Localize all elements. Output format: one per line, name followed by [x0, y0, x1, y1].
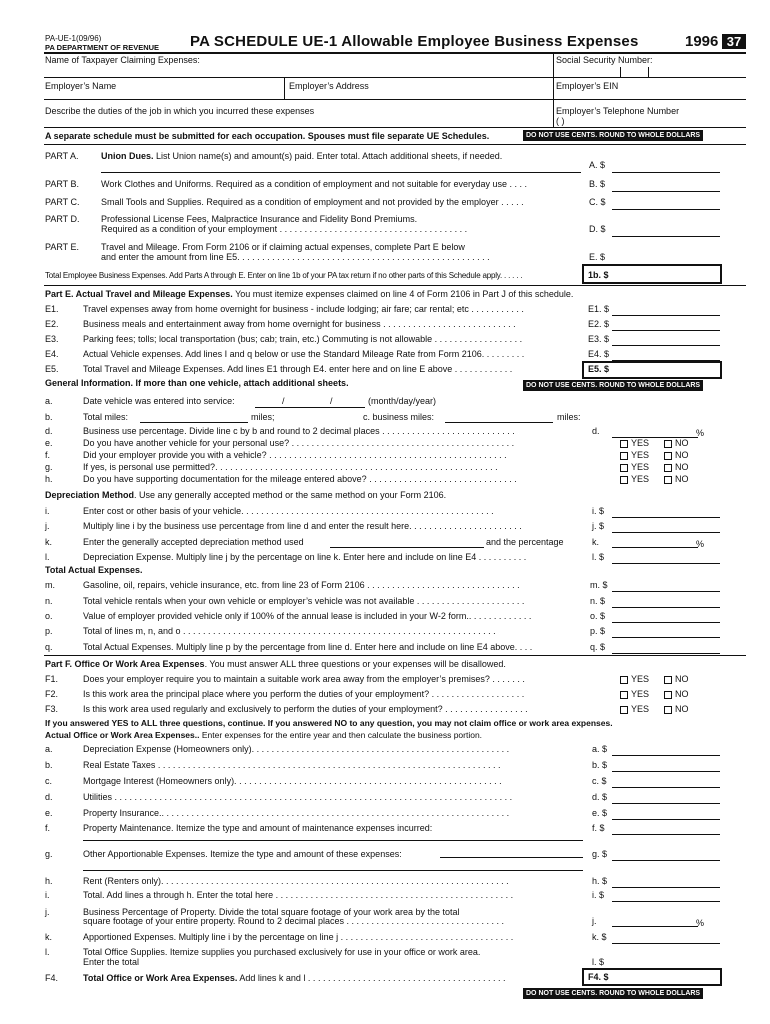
line-j-text: Multiply line i by the business use percentage from line d and enter the result here. . . . . . . . . . . . . . . . . . . . . . . [83, 521, 522, 531]
office-line-ref: c. $ [592, 776, 607, 786]
office-line-k-amount-field[interactable] [612, 943, 720, 944]
part-e-line-amount-field[interactable] [612, 345, 720, 346]
yes-checkbox[interactable] [620, 450, 649, 460]
no-checkbox[interactable] [664, 674, 689, 684]
part-b-ref: B. $ [589, 179, 606, 189]
office-line-text: Mortgage Interest (Homeowners only). . . . . . . . . . . . . . . . . . . . . . . . . . . . . . . . . . . . . . . . . . . . . . . . . . . . . . [83, 776, 502, 786]
office-line-code: d. [45, 792, 53, 802]
no-label: NO [675, 704, 689, 714]
service-date-field[interactable] [255, 407, 365, 408]
sequence-number: 37 [722, 34, 746, 49]
checkbox-icon [620, 676, 628, 684]
yes-checkbox[interactable] [620, 674, 649, 684]
part-c-text: Small Tools and Supplies. Required as a condition of employment and not provided by the employer . . . . . [101, 197, 524, 207]
part-e-line-text: Business meals and entertainment away from home overnight for business . . . . . . . . . . . . . . . . . . . . . . . . . . . [83, 319, 516, 329]
general-question-code: g. [45, 462, 53, 472]
checkbox-icon [664, 691, 672, 699]
part-b-amount-field[interactable] [612, 191, 720, 192]
line-a-text: Date vehicle was entered into service: [83, 396, 235, 406]
line-k-text: Enter the generally accepted depreciation method used [83, 537, 304, 547]
part-c-amount-field[interactable] [612, 209, 720, 210]
office-line-text: Rent (Renters only). . . . . . . . . . . . . . . . . . . . . . . . . . . . . . . . . . . . . . . . . . . . . . . . . . . . . . . . . . . . . . . . . . . . . . [83, 876, 509, 886]
office-line-amount-field[interactable] [612, 834, 720, 835]
line-l-text: Depreciation Expense. Multiply line j by the percentage on line k. Enter here and include on line E4 . . . . . . . . . . [83, 552, 527, 562]
office-line-amount-field[interactable] [612, 787, 720, 788]
line-l-ref: l. $ [592, 552, 605, 562]
office-line-text: Other Apportionable Expenses. Itemize the type and amount of these expenses: [83, 849, 402, 859]
office-line-l-text: Total Office Supplies. Itemize supplies you purchased exclusively for use in your office or work area. [83, 947, 481, 957]
checkbox-icon [620, 476, 628, 484]
part-e-line-ref: E2. $ [588, 319, 610, 329]
depreciation-heading [45, 490, 446, 500]
no-label: NO [675, 689, 689, 699]
line-i-ref: i. $ [592, 506, 605, 516]
office-line-l-ref: l. $ [592, 957, 605, 967]
checkbox-icon [620, 691, 628, 699]
office-line-ref: g. $ [592, 849, 608, 859]
no-label: NO [675, 474, 689, 484]
general-question-code: h. [45, 474, 53, 484]
office-instruction-2-desc: Enter expenses for the entire year and then calculate the business portion. [199, 730, 483, 740]
yes-label: YES [631, 674, 650, 684]
dnu-banner-mid: DO NOT USE CENTS. ROUND TO WHOLE DOLLARS [523, 380, 703, 391]
total-expenses-text: Total Employee Business Expenses. Add Parts A through E. Enter on line 1b of your PA tax return if no other parts of this Schedule apply. . . . . . [45, 271, 523, 280]
f4-code: F4. [45, 973, 59, 983]
office-line-code: i. [45, 890, 50, 900]
ssn-label: Social Security Number: [556, 55, 653, 65]
actual-line-text: Value of employer provided vehicle only if 100% of the annual lease is included in your W-2 form.. . . . . . . . . . . . . [83, 611, 532, 621]
line-k-pct-field[interactable] [612, 547, 698, 548]
date-sep-2: / [330, 396, 333, 406]
part-e-ref: E. $ [589, 252, 606, 262]
employer-phone-label: Employer’s Telephone Number [556, 106, 680, 116]
yes-label: YES [631, 704, 650, 714]
general-question-text: If yes, is personal use permitted?. . . . . . . . . . . . . . . . . . . . . . . . . . . . . . . . . . . . . . . . . . . . . . . . . . . . . . . . . [83, 462, 498, 472]
no-label: NO [675, 674, 689, 684]
part-e-line-amount-field[interactable] [612, 330, 720, 331]
part-a-title: Union Dues. [101, 151, 154, 161]
actual-line-amount-field[interactable] [612, 622, 720, 623]
office-line-j-pct: % [696, 918, 705, 928]
part-a-ref: A. $ [589, 160, 606, 170]
part-f-heading-desc: . You must answer ALL three questions or your expenses will be disallowed. [204, 659, 506, 669]
actual-expenses-heading: Total Actual Expenses. [45, 565, 143, 575]
part-e-line-code: E3. [45, 334, 59, 344]
office-line-text: Property Maintenance. Itemize the type and amount of maintenance expenses incurred: [83, 823, 433, 833]
office-line-amount-field[interactable] [612, 803, 720, 804]
actual-line-amount-field[interactable] [612, 637, 720, 638]
checkbox-icon [664, 464, 672, 472]
office-line-text: Total. Add lines a through h. Enter the total here . . . . . . . . . . . . . . . . . . . . . . . . . . . . . . . . . . . . . . . . . . . . . . . . [83, 890, 514, 900]
part-c-ref: C. $ [589, 197, 606, 207]
dnu-banner-bottom: DO NOT USE CENTS. ROUND TO WHOLE DOLLARS [523, 988, 703, 999]
miles-unit-1: miles; [251, 412, 275, 422]
part-e-line-text: Actual Vehicle expenses. Add lines I and q below or use the Standard Mileage Rate from Form 2106. . . . . . . . . [83, 349, 525, 359]
part-d-text2: Required as a condition of your employment . . . . . . . . . . . . . . . . . . . . . . . . . . . . . . . . . . . . . . [101, 224, 468, 234]
form-code: PA-UE-1(09/96) [45, 34, 102, 43]
employer-phone-paren: ( ) [556, 116, 565, 126]
line-i-text: Enter cost or other basis of your vehicle. . . . . . . . . . . . . . . . . . . . . . . . . . . . . . . . . . . . . . . . . . . . . . . . . . . [83, 506, 494, 516]
business-miles-field[interactable] [445, 422, 553, 423]
part-e-line-code: E5. [45, 364, 59, 374]
other-expenses-itemize-line[interactable] [440, 857, 583, 858]
no-checkbox[interactable] [664, 462, 689, 472]
office-line-j-ref: j. [592, 916, 597, 926]
actual-line-code: p. [45, 626, 53, 636]
office-line-code: g. [45, 849, 53, 859]
part-a-code: PART A. [45, 151, 79, 161]
employer-ein-label: Employer’s EIN [556, 81, 619, 91]
duties-label: Describe the duties of the job in which you incurred these expenses [45, 106, 315, 116]
actual-line-text: Total Actual Expenses. Multiply line p by the percentage from line d. Enter here and include on line E4 above. . . . [83, 642, 533, 652]
actual-line-code: q. [45, 642, 53, 652]
part-e-heading-title: Part E. Actual Travel and Mileage Expenses. [45, 289, 233, 299]
line-d-code: d. [45, 426, 53, 436]
general-question-text: Do you have another vehicle for your personal use? . . . . . . . . . . . . . . . . . . . . . . . . . . . . . . . . . . . . . . . . . . . . . [83, 438, 515, 448]
no-checkbox[interactable] [664, 438, 689, 448]
part-b-text: Work Clothes and Uniforms. Required as a condition of employment and not suitable for everyday use . . . . [101, 179, 528, 189]
checkbox-icon [664, 452, 672, 460]
actual-line-ref: o. $ [590, 611, 606, 621]
checkbox-icon [620, 706, 628, 714]
yes-label: YES [631, 450, 650, 460]
general-info-heading: General Information. If more than one vehicle, attach additional sheets. [45, 378, 349, 388]
checkbox-icon [620, 440, 628, 448]
office-line-amount-field[interactable] [612, 887, 720, 888]
office-line-l-code: l. [45, 947, 50, 957]
total-miles-field[interactable] [140, 422, 248, 423]
part-a-amount-field[interactable] [612, 172, 720, 173]
business-miles-label: c. business miles: [363, 412, 435, 422]
actual-line-ref: n. $ [590, 596, 606, 606]
part-e-line-ref: E1. $ [588, 304, 610, 314]
office-line-ref: i. $ [592, 890, 605, 900]
part-e-line-ref: E4. $ [588, 349, 610, 359]
form-title: PA SCHEDULE UE-1 Allowable Employee Business Expenses [190, 33, 639, 50]
department-name: PA DEPARTMENT OF REVENUE [45, 43, 160, 52]
line-b-code: b. [45, 412, 53, 422]
part-f-heading-title: Part F. Office Or Work Area Expenses [45, 659, 205, 669]
office-line-text: Property Insurance.. . . . . . . . . . . . . . . . . . . . . . . . . . . . . . . . . . . . . . . . . . . . . . . . . . . . . . . . . . . . . . . . . . . . . . [83, 808, 510, 818]
part-e-heading-desc: You must itemize expenses claimed on line 4 of Form 2106 in Part J of this schedule. [232, 289, 574, 299]
taxpayer-name-label: Name of Taxpayer Claiming Expenses: [45, 55, 200, 65]
line-i-amount-field[interactable] [612, 517, 720, 518]
part-f-question-code: F1. [45, 674, 59, 684]
general-question-code: f. [45, 450, 51, 460]
part-f-heading [45, 659, 506, 669]
actual-line-ref: q. $ [590, 642, 606, 652]
office-line-code: e. [45, 808, 53, 818]
office-instruction-2 [45, 730, 482, 740]
office-line-k-ref: k. $ [592, 932, 607, 942]
part-a-text [101, 151, 502, 161]
yes-label: YES [631, 689, 650, 699]
line-d-ref: d. [592, 426, 600, 436]
part-f-question-code: F2. [45, 689, 59, 699]
actual-line-text: Total vehicle rentals when your own vehicle or employer’s vehicle was not available . . . . . . . . . . . . . . . . . . . . . . [83, 596, 525, 606]
office-line-code: f. [45, 823, 51, 833]
part-e-line-code: E2. [45, 319, 59, 329]
actual-line-ref: p. $ [590, 626, 606, 636]
yes-checkbox[interactable] [620, 438, 649, 448]
line-a-code: a. [45, 396, 53, 406]
line-k-text2: and the percentage [486, 537, 564, 547]
office-line-j-text: Business Percentage of Property. Divide the total square footage of your work area by the total [83, 907, 460, 917]
part-d-text: Professional License Fees, Malpractice Insurance and Fidelity Bond Premiums. [101, 214, 418, 224]
line-j-code: j. [45, 521, 50, 531]
miles-unit-2: miles: [557, 412, 581, 422]
line-e5-box[interactable] [582, 361, 722, 379]
office-pct-field[interactable] [612, 926, 698, 927]
part-d-code: PART D. [45, 214, 80, 224]
f4-text [83, 973, 505, 983]
office-line-ref: f. $ [592, 823, 605, 833]
no-checkbox[interactable] [664, 474, 689, 484]
no-checkbox[interactable] [664, 450, 689, 460]
part-e-line-ref: E5. $ [588, 364, 610, 374]
no-label: NO [675, 450, 689, 460]
office-instruction-2-title: Actual Office or Work Area Expenses.. [45, 730, 200, 740]
actual-line-amount-field[interactable] [612, 653, 720, 654]
part-e-heading [45, 289, 573, 299]
part-d-amount-field[interactable] [612, 236, 720, 237]
actual-line-code: m. [45, 580, 55, 590]
tax-year: 1996 [685, 33, 719, 50]
part-e-line-text: Total Travel and Mileage Expenses. Add lines E1 through E4. enter here and on line E above . . . . . . . . . . . . [83, 364, 513, 374]
yes-label: YES [631, 438, 650, 448]
part-d-ref: D. $ [589, 224, 606, 234]
line-1b-ref: 1b. $ [588, 270, 609, 280]
f4-title: Total Office or Work Area Expenses. [83, 973, 238, 983]
office-line-text: Utilities . . . . . . . . . . . . . . . . . . . . . . . . . . . . . . . . . . . . . . . . . . . . . . . . . . . . . . . . . . . . . . . . . . . . . . . . . . . . . . . . [83, 792, 513, 802]
office-instruction-1: If you answered YES to ALL three questions, continue. If you answered NO to any question, you may not claim office or work area expenses. [45, 718, 613, 728]
line-l-code: l. [45, 552, 50, 562]
checkbox-icon [664, 676, 672, 684]
general-question-code: e. [45, 438, 53, 448]
actual-line-ref: m. $ [590, 580, 608, 590]
line-k-pct: % [696, 539, 705, 549]
actual-line-amount-field[interactable] [612, 607, 720, 608]
separate-schedule-notice: A separate schedule must be submitted for each occupation. Spouses must file separate UE Schedules. [45, 131, 490, 141]
yes-checkbox[interactable] [620, 474, 649, 484]
f4-desc: Add lines k and l . . . . . . . . . . . . . . . . . . . . . . . . . . . . . . . . . . . . . . . . [237, 973, 506, 983]
actual-line-text: Gasoline, oil, repairs, vehicle insurance, etc. from line 23 of Form 2106 . . . . . . . . . . . . . . . . . . . . . . . . . . . . . . . [83, 580, 520, 590]
union-name-line[interactable] [101, 172, 581, 173]
office-line-amount-field[interactable] [612, 771, 720, 772]
actual-line-code: n. [45, 596, 53, 606]
line-b-text: Total miles: [83, 412, 129, 422]
yes-checkbox[interactable] [620, 689, 649, 699]
part-e-text2: and enter the amount from line E5. . . . . . . . . . . . . . . . . . . . . . . . . . . . . . . . . . . . . . . . . . . . . . . . . . . [101, 252, 490, 262]
no-label: NO [675, 462, 689, 472]
office-line-code: c. [45, 776, 53, 786]
checkbox-icon [664, 706, 672, 714]
checkbox-icon [620, 452, 628, 460]
office-line-code: h. [45, 876, 53, 886]
line-j-amount-field[interactable] [612, 532, 720, 533]
depreciation-heading-title: Depreciation Method [45, 490, 135, 500]
yes-checkbox[interactable] [620, 462, 649, 472]
checkbox-icon [664, 440, 672, 448]
checkbox-icon [620, 464, 628, 472]
part-f-question-code: F3. [45, 704, 59, 714]
actual-line-text: Total of lines m, n, and o . . . . . . . . . . . . . . . . . . . . . . . . . . . . . . . . . . . . . . . . . . . . . . . . . . . . . . . . . . . . . . . [83, 626, 496, 636]
office-line-code: b. [45, 760, 53, 770]
part-e-line-code: E1. [45, 304, 59, 314]
office-line-k-code: k. [45, 932, 53, 942]
part-e-line-ref: E3. $ [588, 334, 610, 344]
part-f-question-text: Is this work area the principal place where you perform the duties of your employment? . . . . . . . . . . . . . . . . . . . [83, 689, 525, 699]
office-line-ref: b. $ [592, 760, 608, 770]
office-line-ref: h. $ [592, 876, 608, 886]
maintenance-itemize-line[interactable] [83, 840, 583, 841]
part-e-text: Travel and Mileage. From Form 2106 or if claiming actual expenses, complete Part E below [101, 242, 465, 252]
no-label: NO [675, 438, 689, 448]
actual-line-amount-field[interactable] [612, 591, 720, 592]
employer-address-label: Employer’s Address [289, 81, 369, 91]
part-b-code: PART B. [45, 179, 80, 189]
date-format-hint: (month/day/year) [368, 396, 437, 406]
part-e-line-text: Parking fees; tolls; local transportation (bus; cab; train, etc.) Commuting is not allowable . . . . . . . . . . . . . . . . . . [83, 334, 523, 344]
office-line-amount-field[interactable] [612, 860, 720, 861]
dnu-banner-top: DO NOT USE CENTS. ROUND TO WHOLE DOLLARS [523, 130, 703, 141]
office-line-amount-field[interactable] [612, 755, 720, 756]
part-e-code: PART E. [45, 242, 80, 252]
line-i-code: i. [45, 506, 50, 516]
general-question-text: Did your employer provide you with a vehicle? . . . . . . . . . . . . . . . . . . . . . . . . . . . . . . . . . . . . . . . . . . . . . . . . [83, 450, 507, 460]
office-line-ref: d. $ [592, 792, 608, 802]
part-f-question-text: Does your employer require you to maintain a suitable work area away from the employer’s premises? . . . . . . . [83, 674, 525, 684]
no-checkbox[interactable] [664, 689, 689, 699]
employer-name-label: Employer’s Name [45, 81, 117, 91]
actual-line-code: o. [45, 611, 53, 621]
f4-ref: F4. $ [588, 972, 609, 982]
part-e-line-amount-field[interactable] [612, 315, 720, 316]
yes-label: YES [631, 474, 650, 484]
other-expenses-itemize-line-2[interactable] [83, 870, 583, 871]
line-k-ref: k. [592, 537, 600, 547]
office-line-amount-field[interactable] [612, 901, 720, 902]
yes-label: YES [631, 462, 650, 472]
part-e-line-code: E4. [45, 349, 59, 359]
part-c-code: PART C. [45, 197, 80, 207]
office-line-k-text: Apportioned Expenses. Multiply line i by the percentage on line j . . . . . . . . . . . . . . . . . . . . . . . . . . . . . . . . . . . [83, 932, 514, 942]
line-k-code: k. [45, 537, 53, 547]
no-checkbox[interactable] [664, 704, 689, 714]
office-line-ref: e. $ [592, 808, 608, 818]
line-d-text: Business use percentage. Divide line c by b and round to 2 decimal places . . . . . . . . . . . . . . . . . . . . . . . . . . . [83, 426, 515, 436]
line-d-pct: % [696, 428, 705, 438]
office-line-text: Real Estate Taxes . . . . . . . . . . . . . . . . . . . . . . . . . . . . . . . . . . . . . . . . . . . . . . . . . . . . . . . . . . . . . . . . . . . . . [83, 760, 501, 770]
office-line-j-text2: square footage of your entire property. Round to 2 decimal places . . . . . . . . . . . . . . . . . . . . . . . . . . . . . . . . [83, 916, 505, 926]
office-line-code: a. [45, 744, 53, 754]
office-line-amount-field[interactable] [612, 819, 720, 820]
yes-checkbox[interactable] [620, 704, 649, 714]
part-a-desc: List Union name(s) and amount(s) paid. Enter total. Attach additional sheets, if needed. [153, 151, 503, 161]
line-l-amount-field[interactable] [612, 563, 720, 564]
part-f-question-text: Is this work area used regularly and exclusively to perform the duties of your employment? . . . . . . . . . . . . . . . . . [83, 704, 528, 714]
office-line-j-code: j. [45, 907, 50, 917]
office-line-l-text2: Enter the total [83, 957, 140, 967]
line-j-ref: j. $ [592, 521, 605, 531]
depreciation-method-field[interactable] [330, 547, 484, 548]
office-line-text: Depreciation Expense (Homeowners only). . . . . . . . . . . . . . . . . . . . . . . . . . . . . . . . . . . . . . . . . . . . . . . . . . . . [83, 744, 510, 754]
part-e-line-text: Travel expenses away from home overnight for business - include lodging; air fare; car rental; etc . . . . . . . . . . . [83, 304, 524, 314]
header-rule [44, 52, 746, 54]
checkbox-icon [664, 476, 672, 484]
general-question-text: Do you have supporting documentation for the mileage entered above? . . . . . . . . . . . . . . . . . . . . . . . . . . . . . . [83, 474, 517, 484]
date-sep-1: / [282, 396, 285, 406]
office-line-ref: a. $ [592, 744, 608, 754]
depreciation-heading-desc: . Use any generally accepted method or the same method on your Form 2106. [134, 490, 447, 500]
